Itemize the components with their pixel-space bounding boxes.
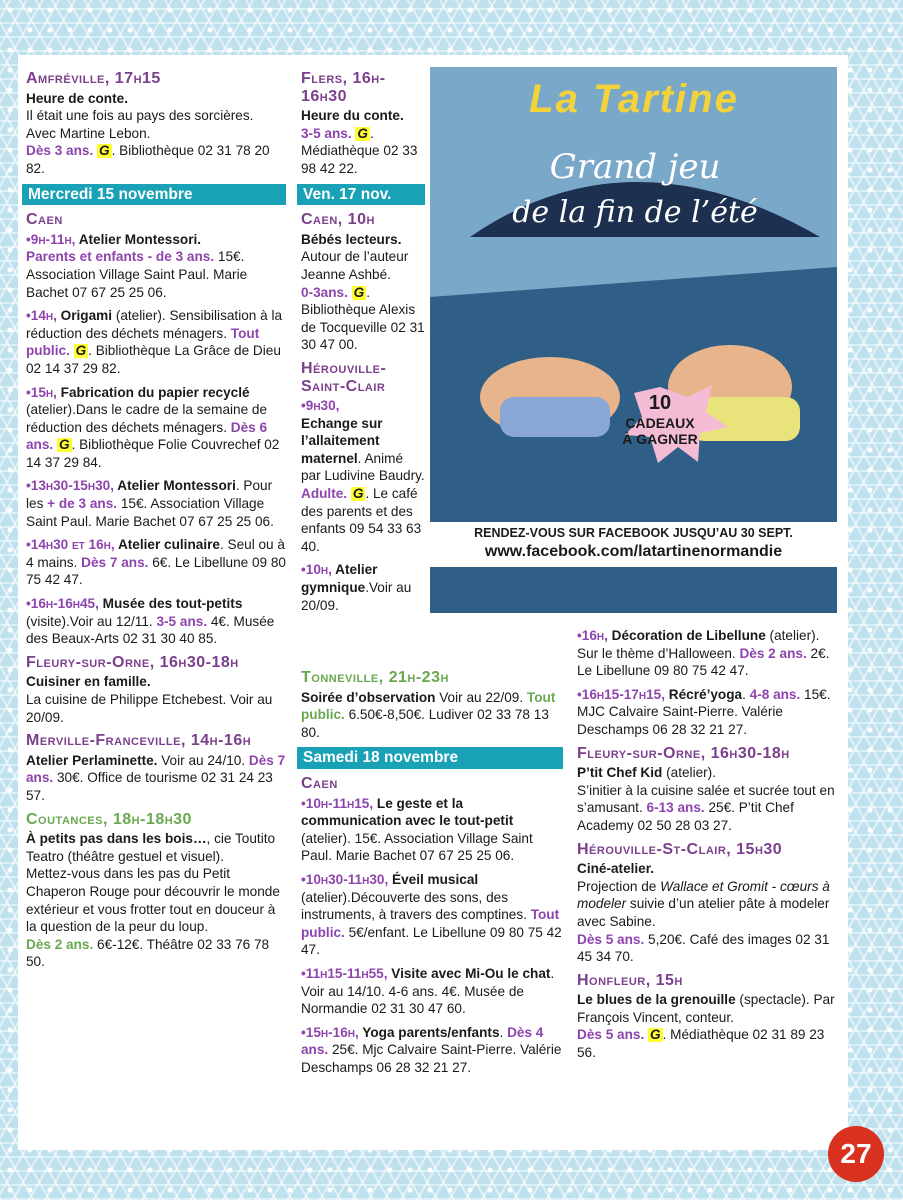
location-heading: Honfleur, 15h (577, 971, 683, 989)
event-title: Echange sur l’allaitement maternel (301, 415, 383, 466)
event-desc: 5€/enfant. Le Libellune 09 80 75 42 47. (301, 924, 562, 958)
event-entry (26, 536, 286, 589)
event-desc: 15€. MJC Calvaire Saint-Pierre. Valérie Deschamps 06 28 32 21 27. (577, 686, 831, 737)
event-title: Bébés lecteurs. (301, 231, 402, 247)
event-title: Atelier Perlaminette. (26, 752, 158, 768)
event-entry (26, 673, 286, 726)
event-desc: Projection de (577, 878, 661, 894)
event-desc: (visite).Voir au 12/11. (26, 613, 157, 629)
free-badge: G (353, 284, 365, 300)
age-label: Dès 3 ans. (26, 143, 94, 159)
event-desc: (atelier).Dans le cadre de la semaine de réduction des déchets ménagers. (26, 402, 268, 435)
free-badge: G (75, 343, 87, 359)
event-entry (301, 397, 425, 555)
event-desc: 30€. Office de tourisme 02 31 24 23 57. (26, 770, 273, 803)
event-desc: (atelier). Sur le thème d’Halloween. (577, 628, 820, 661)
location-heading: Flers, 16h-16h30 (301, 70, 386, 105)
event-title: Éveil musical (388, 871, 479, 887)
age-label: Dès 5 ans. (577, 931, 645, 947)
age-label: Dès 6 ans. (26, 419, 268, 453)
venue: . Médiathèque 02 33 98 42 22. (301, 125, 418, 176)
location-heading: Fleury-sur-Orne, 16h30-18h (26, 653, 239, 671)
age-label: Dès 5 ans. (577, 1027, 645, 1043)
age-label: 3-5 ans. (301, 125, 352, 141)
event-desc: 6€. Le Libellune 09 80 75 42 47. (26, 554, 286, 588)
event-desc: Voir au 22/09. (435, 689, 527, 705)
event-desc: S’initier à la cuisine salée et sucrée tout en s’amusant. (577, 782, 835, 816)
event-time: •9h30, (301, 398, 340, 414)
prize-text-2: À GAGNER (622, 431, 698, 447)
event-entry (301, 231, 425, 354)
location-heading: Amfréville, 17h15 (26, 70, 161, 87)
date-band: Samedi 18 novembre (297, 747, 563, 769)
event-desc: .Voir au 20/09. (301, 580, 412, 613)
column-1 (26, 66, 286, 977)
event-desc: . (742, 686, 750, 702)
date-band: Ven. 17 nov. (297, 184, 425, 206)
event-title: Fabrication du papier recyclé (56, 384, 250, 400)
location-heading: Caen (26, 211, 63, 229)
prize-text-1: CADEAUX (625, 415, 695, 431)
age-label: Dès 4 ans. (301, 1024, 544, 1058)
contest-advertisement[interactable] (430, 67, 837, 613)
age-label: 4-8 ans. (749, 686, 801, 702)
event-entry (577, 686, 839, 739)
event-desc: 15€. Association Village Saint Paul. Marie Bachet 07 67 25 25 06. (26, 249, 248, 300)
event-title: Le blues de la grenouille (577, 992, 736, 1008)
location-heading: Caen (301, 774, 338, 792)
event-title: Atelier Montessori (114, 478, 236, 494)
event-title: P’tit Chef Kid (577, 765, 663, 781)
event-entry (301, 795, 563, 865)
event-title: Atelier gymnique (301, 562, 378, 596)
location-heading: Hérouville-St-Clair, 15h30 (577, 840, 783, 858)
event-title: Récré’yoga (665, 686, 743, 702)
event-entry (26, 90, 286, 178)
event-desc: 5,20€. Café des images 02 31 45 34 70. (577, 931, 830, 965)
film-title: Wallace et Gromit - cœurs à modeler (577, 878, 830, 912)
ad-url-link[interactable]: www.facebook.com/latartinenormandie (484, 543, 783, 560)
event-desc: 6€-12€. Théâtre 02 33 76 78 50. (26, 936, 270, 970)
event-title: Yoga parents/enfants (358, 1024, 500, 1040)
event-title: Origami (56, 308, 113, 324)
event-desc: Mettez-vous dans les pas du Petit Chaperon Rouge pour découvrir le monde extérieur et vous frotter tout en douceur à la question de la peur du loup. (26, 866, 280, 935)
event-time: •16h, (577, 628, 608, 643)
event-desc: . (499, 1024, 508, 1040)
age-label: 6-13 ans. (646, 800, 705, 816)
page-number-badge: 27 (828, 1126, 884, 1182)
event-desc: 2€. Le Libellune 09 80 75 42 47. (577, 645, 830, 679)
event-time: •11h15-11h55, (301, 965, 388, 981)
age-label: Dès 2 ans. (739, 645, 807, 661)
age-label: Tout public. (301, 689, 556, 723)
event-desc: . Animé par Ludivine Baudry. (301, 450, 425, 484)
event-title: Musée des tout-petits (98, 596, 243, 612)
ad-headline-1: Grand jeu (549, 147, 721, 187)
venue: . Le café des parents et des enfants 09 54 33 63 40. (301, 486, 422, 554)
event-title: Atelier Montessori. (75, 231, 202, 247)
venue: . Bibliothèque Alexis de Tocqueville 02 31 30 47 00. (301, 284, 425, 353)
event-entry (26, 830, 286, 971)
event-entry (301, 689, 563, 742)
venue: . Bibliothèque Folie Couvrechef 02 14 37 29 84. (26, 437, 280, 470)
prize-count: 10 (648, 392, 672, 414)
event-desc: 25€. P’tit Chef Academy 02 50 28 03 27. (577, 800, 794, 833)
free-badge: G (58, 437, 70, 453)
event-entry (301, 107, 425, 177)
event-title: À petits pas dans les bois… (26, 831, 207, 847)
event-desc: suivie d’un atelier pâte à modeler avec Sabine. (577, 896, 830, 929)
ad-brand: La Tartine (529, 77, 739, 121)
event-time: •9h-11h, (26, 231, 76, 247)
event-desc: 25€. Mjc Calvaire Saint-Pierre. Valérie Deschamps 06 28 32 21 27. (301, 1042, 562, 1075)
age-label: Dès 2 ans. (26, 936, 94, 952)
prize-badge (590, 392, 730, 447)
event-time: •14h30 et 16h, (26, 537, 115, 553)
free-badge: G (357, 125, 368, 141)
event-entry (26, 307, 286, 377)
event-time: •14h, (26, 308, 57, 324)
event-desc: La cuisine de Philippe Etchebest. Voir au 20/09. (26, 692, 273, 725)
location-heading: Tonneville, 21h-23h (301, 669, 449, 686)
event-title: Soirée d’observation (301, 689, 436, 705)
event-desc: (atelier). (662, 765, 716, 781)
column-2-lower (301, 665, 563, 1082)
event-time: •16h15-17h15, (577, 686, 665, 702)
location-heading: Caen, 10h (301, 211, 375, 229)
age-label: Tout public. (301, 907, 560, 940)
event-desc: (atelier). Sensibilisation à la réduction des déchets ménagers. (26, 308, 283, 341)
event-time: •16h-16h45, (26, 596, 99, 612)
date-band: Mercredi 15 novembre (22, 184, 286, 206)
event-time: •10h-11h15, (301, 795, 374, 811)
free-badge: G (352, 486, 364, 502)
event-desc: 15€. Association Village Saint Paul. Marie Bachet 07 67 25 25 06. (26, 496, 274, 529)
event-time: •10h, (301, 562, 332, 578)
age-label: + de 3 ans. (47, 496, 118, 512)
event-desc: . Voir au 14/10. 4-6 ans. 4€. Musée de Normandie 02 31 30 47 60. (301, 965, 555, 1017)
event-title: Ciné-atelier. (577, 861, 655, 877)
venue: . Bibliothèque La Grâce de Dieu 02 14 37 29 82. (26, 343, 281, 376)
event-entry (26, 477, 286, 530)
event-entry (26, 752, 286, 805)
venue: . Bibliothèque 02 31 78 20 82. (26, 143, 270, 176)
event-title: Heure du conte. (301, 108, 404, 124)
event-title: Cuisiner en famille. (26, 674, 151, 690)
event-time: •10h30-11h30, (301, 871, 389, 887)
event-entry (577, 627, 839, 680)
age-label: Parents et enfants - de 3 ans. (26, 249, 215, 265)
event-desc: (atelier). 15€. Association Village Saint Paul. Marie Bachet 07 67 25 25 06. (301, 830, 533, 864)
location-heading: Merville-Franceville, 14h-16h (26, 732, 252, 750)
event-entry (577, 764, 839, 834)
event-entry (26, 595, 286, 648)
ad-headline-2: de la fin de l’été (512, 195, 758, 230)
event-desc: 6.50€-8,50€. Ludiver 02 33 78 13 80. (301, 707, 549, 740)
event-entry (301, 1024, 563, 1077)
column-3 (577, 627, 839, 1068)
age-label: Adulte. (301, 486, 348, 502)
event-entry (301, 871, 563, 959)
event-desc: , cie Toutito Teatro (théâtre gestuel et visuel). (26, 831, 276, 864)
age-label: 0-3ans. (301, 284, 348, 300)
venue: . Médiathèque 02 31 89 23 56. (577, 1027, 825, 1061)
event-desc: Autour de l’auteur Jeanne Ashbé. (301, 249, 409, 282)
event-title: Heure de conte. (26, 90, 128, 106)
age-label: 3-5 ans. (156, 613, 208, 629)
event-title: Visite avec Mi-Ou le chat (387, 965, 551, 981)
event-entry (26, 231, 286, 301)
event-desc: (atelier).Découverte des sons, des instruments, à travers des comptines. (301, 889, 531, 923)
age-label: Tout public. (26, 325, 260, 359)
event-entry (301, 561, 425, 614)
event-desc: (spectacle). Par François Vincent, conteur. (577, 992, 835, 1025)
event-title: Décoration de Libellune (607, 628, 766, 643)
age-label: Dès 7 ans. (26, 752, 286, 786)
event-desc: . Pour les (26, 478, 273, 512)
event-time: •15h, (26, 384, 57, 400)
location-heading: Coutances, 18h-18h30 (26, 810, 192, 828)
event-entry (26, 384, 286, 472)
event-entry (301, 965, 563, 1018)
location-heading: Hérouville-Saint-Clair (301, 359, 387, 395)
event-time: •15h-16h, (301, 1024, 359, 1040)
event-desc: Voir au 24/10. (157, 752, 249, 768)
event-entry (577, 991, 839, 1061)
column-2-upper (301, 66, 425, 620)
event-desc: 4€. Musée des Beaux-Arts 02 31 30 40 85. (26, 613, 275, 647)
event-desc: Il était une fois au pays des sorcières. Avec Martine Lebon. (26, 108, 254, 141)
location-heading: Fleury-sur-Orne, 16h30-18h (577, 744, 790, 762)
event-title: Le geste et la communication avec le tout-petit (301, 795, 514, 829)
age-label: Dès 7 ans. (81, 554, 149, 570)
free-badge: G (650, 1027, 661, 1043)
event-desc: . Seul ou à 4 mains. (26, 537, 285, 570)
event-entry (577, 860, 839, 966)
free-badge: G (99, 143, 110, 159)
event-time: •13h30-15h30, (26, 478, 114, 494)
ad-cta: RENDEZ-VOUS SUR FACEBOOK JUSQU’AU 30 SEPT. (474, 526, 793, 540)
event-title: Atelier culinaire (114, 537, 220, 553)
